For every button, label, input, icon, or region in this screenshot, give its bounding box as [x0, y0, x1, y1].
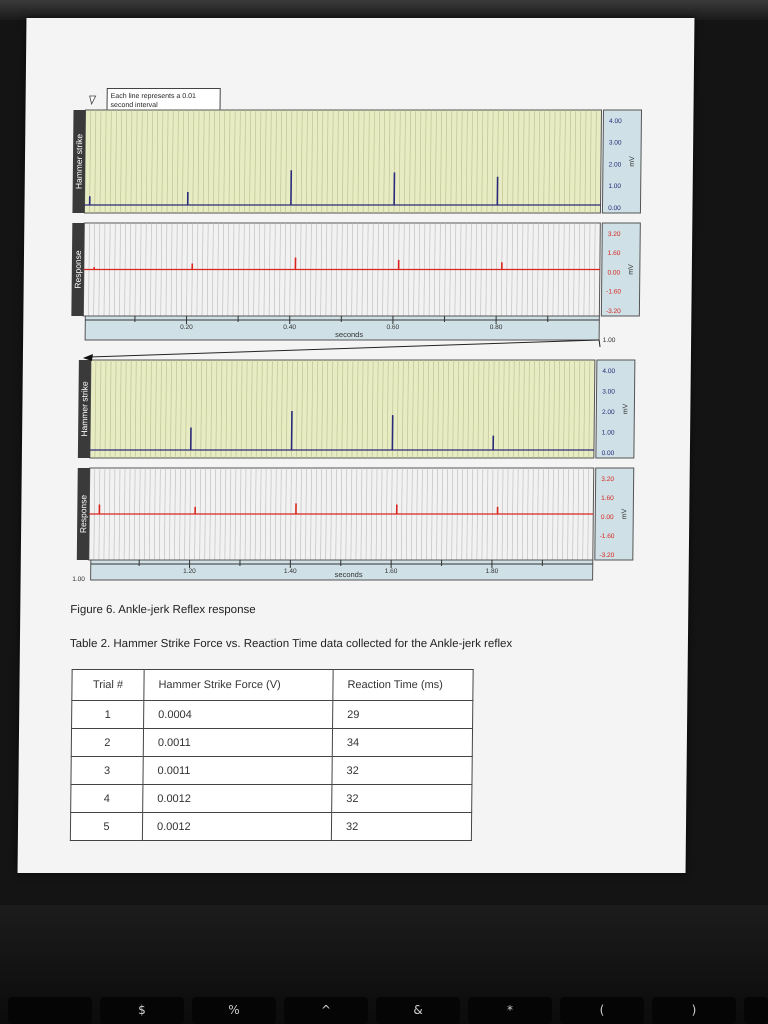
- scale-tick-label: 2.00: [601, 409, 615, 416]
- table-row: [70, 813, 471, 841]
- reflex-chart-figure: [20, 18, 694, 618]
- col-header-force: Hammer Strike Force (V): [144, 670, 333, 701]
- scale-tick-label: -3.20: [605, 308, 621, 315]
- keyboard-key: $: [100, 997, 184, 1024]
- keyboard-key: %: [192, 997, 276, 1024]
- note-pointer: [90, 96, 96, 104]
- time-tick-label: 1.00: [602, 337, 616, 344]
- col-header-reaction: Reaction Time (ms): [333, 670, 473, 701]
- time-tick-label: 1.00: [72, 576, 85, 583]
- col-header-trial: Trial #: [72, 670, 144, 701]
- table-row: [71, 757, 472, 785]
- force-cell: 0.0004: [144, 701, 333, 729]
- scale-tick-label: 3.20: [607, 231, 621, 238]
- time-axis-title: seconds: [334, 570, 363, 579]
- scale-tick-label: 1.60: [601, 495, 614, 502]
- force-cell: 0.0012: [142, 813, 331, 841]
- keyboard-key: ): [652, 997, 736, 1024]
- table-row: [71, 729, 472, 757]
- force-cell: 0.0011: [143, 757, 332, 785]
- time-tick-label: 0.20: [180, 324, 193, 331]
- table-row: [72, 701, 473, 729]
- trial-cell: 5: [70, 813, 142, 841]
- keyboard-key: &: [376, 997, 460, 1024]
- keyboard-key: ^: [284, 997, 368, 1024]
- scale-tick-label: 4.00: [609, 118, 622, 125]
- time-tick-label: 0.80: [489, 324, 503, 331]
- unit-label: mV: [622, 403, 630, 415]
- table-row: [71, 785, 472, 813]
- time-tick-label: 0.40: [283, 324, 297, 331]
- hammer-panel-label: Hammer strike: [73, 133, 85, 190]
- scale-tick-label: -1.60: [599, 533, 615, 540]
- scale-tick-label: 3.00: [608, 139, 622, 147]
- time-tick-label: 1.40: [283, 568, 297, 575]
- trial-cell: 2: [71, 729, 143, 757]
- zoom-connector-line: [89, 340, 599, 357]
- keyboard-key: *: [468, 997, 552, 1024]
- reaction-time-table: [70, 669, 474, 841]
- zoom-arrow-head: [83, 354, 93, 361]
- time-tick-label: 1.80: [485, 568, 499, 575]
- reaction-cell: 32: [332, 785, 472, 813]
- table-caption: Table 2. Hammer Strike Force vs. Reaction Time data collected for the Ankle-jerk reflex: [69, 638, 513, 650]
- time-tick-label: 0.60: [386, 324, 400, 331]
- scale-tick-label: 1.00: [601, 429, 615, 437]
- keyboard-key: [744, 997, 768, 1024]
- scale-tick-label: 0.00: [600, 514, 614, 521]
- unit-label: mV: [621, 508, 629, 520]
- trial-cell: 3: [71, 757, 143, 785]
- unit-label: mV: [628, 156, 637, 167]
- scale-tick-label: 1.60: [607, 250, 621, 258]
- interval-note: Each line represents a 0.01 second interval: [106, 88, 220, 114]
- reaction-cell: 29: [333, 701, 473, 729]
- scale-tick-label: 0.00: [601, 450, 615, 457]
- scale-tick-label: 4.00: [602, 368, 616, 375]
- figure-caption: Figure 6. Ankle-jerk Reflex response: [70, 604, 256, 616]
- scale-tick-label: 3.00: [602, 388, 615, 396]
- trial-cell: 4: [71, 785, 143, 813]
- scale-tick-label: 0.00: [607, 269, 621, 277]
- reaction-cell: 32: [332, 757, 472, 785]
- keyboard-key: (: [560, 997, 644, 1024]
- time-tick-label: 1.60: [384, 568, 398, 575]
- hammer-panel-label: Hammer strike: [79, 381, 90, 437]
- scale-tick-label: 2.00: [608, 161, 622, 169]
- zoom-connector-line: [599, 340, 600, 347]
- reaction-cell: 34: [332, 729, 472, 757]
- scale-tick-label: -3.20: [599, 552, 615, 559]
- time-tick-label: 1.20: [183, 568, 196, 575]
- scale-tick-label: -1.60: [606, 288, 622, 296]
- document-page: [18, 18, 695, 873]
- time-axis-title: seconds: [335, 330, 364, 339]
- force-cell: 0.0012: [143, 785, 332, 813]
- table-header-row: [72, 670, 473, 701]
- trial-cell: 1: [72, 701, 144, 729]
- response-panel-label: Response: [78, 494, 89, 534]
- keyboard-key: [8, 997, 92, 1024]
- scale-tick-label: 1.00: [608, 183, 622, 191]
- reaction-cell: 32: [331, 813, 471, 841]
- screen-bezel: [0, 0, 768, 20]
- response-panel-label: Response: [72, 250, 84, 289]
- scale-tick-label: 3.20: [601, 476, 615, 483]
- force-cell: 0.0011: [143, 729, 332, 757]
- unit-label: mV: [627, 264, 635, 275]
- scale-tick-label: 0.00: [608, 205, 621, 212]
